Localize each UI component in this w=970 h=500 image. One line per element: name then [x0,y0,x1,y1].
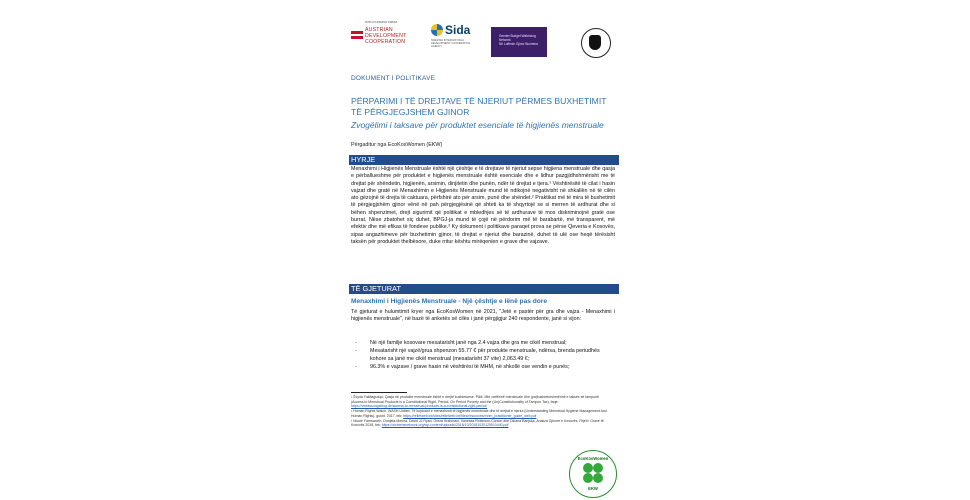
document-type-label: DOKUMENT I POLITIKAVE [351,75,436,82]
document-title: PËRPARIMI I TË DREJTAVE TË NJERIUT PËRMES BUXHETIMIT TË PËRGJEGJSHEM GJINOR [351,96,607,117]
footnote-text: ¹ Švyda Fakltagudąs; Qasja në produkte menstruale është e drejtë kushtetuese. Pikë. Mbi varfërinë menstruale dhe (pa)kushtetutshmërinë e taksës së tamponit (Access to Menstrual Products is a Constitutional Right. Period. On Period Poverty and the (Un)Constitutionality of Tampon Tax), faqe: [351,395,599,404]
section-heading-hyrje: HYRJE [349,155,619,165]
list-item: - Në një familje kosovare mesatarisht janë nga 2.4 vajza dhe gra me cikël menstrual; [351,340,615,347]
footnote-link[interactable]: https://reliefweb.int/sites/reliefweb.int/files/resources/mhm_practitioner_guide_web.pdf [403,413,537,418]
list-item: - 96.3% e vajzave / grave hasin në vështirësi të MHM, në shkollë ose vendin e punës; [351,364,615,371]
clover-icon [583,463,603,483]
sida-wordmark: Sida [445,23,471,37]
austria-flag-icon [351,31,363,39]
footnote-text: ² Human Rights Watch, WASH United; Të kuptuarit e menaxhimit të higjienës menstruale dhe të drejtat e njeriut (Understanding Menstrual Hygiene Management And Human Rights), gusht, 2017, tek: [351,409,607,418]
prepared-by: Përgaditur nga EcoKosWomen (EKW) [351,142,443,148]
section-heading-te-gjeturat: TË GJETURAT [349,284,619,294]
footnote-link[interactable]: https://womensnetwork.org/wp-content/uploads/2018/10/20181030125510440.pdf [381,423,509,428]
raised-fist-icon [589,35,601,50]
findings-paragraph: Të gjeturat e hulumtimit kryer nga EcoKosWomen në 2021, "Jetë e pastër për gra dhe vajza - Menaxhimi i higjienës menstruale", në bazë të anketës së cilës i janë përgjigjur 240 respondente, janë si vijon: [351,309,615,323]
footnote-divider [351,392,407,393]
gbwn-text: Gender Budget Watchdog Network Në Luftimin Gjinor Buxhetor [499,34,539,46]
findings-subheading: Menaxhimi i Higjienës Menstruale - Një çështje e lënë pas dore [351,298,548,305]
list-item: - Mesatarisht një vajzë/grua shpenzon 55.77 € për produkte menstruale, ndërsa, brenda periudhës kohore sa janë me cikël menstrual (mesatarisht 37 vite) 2,063.49 €; [351,348,615,363]
sida-mark-icon [431,24,443,36]
footnotes [351,395,607,428]
ada-funding-label: WITH FUNDING FROM [365,20,397,24]
fist-logo [581,28,611,58]
ada-name: AUSTRIAN DEVELOPMENT COOPERATION [365,27,407,45]
introduction-paragraph: Menaxhimi i Higjienës Menstruale është një çështje e të drejtave të njeriut sepse higjiena menstruale dhe qasja e përballueshme për produktet e higjienës menstruale është esenciale dhe e lidhur pazgjidhshmërisht me të drejtat për shëndetin, higjienën, arsimin, dinjitetin dhe punën, ndër të drejtat e tjera.¹ Vështirësitë të cilat i hasin vajzat dhe gratë në Menaxhimin e Higjienës Menstruale mund të ndikojnë negativisht në shkallën në të cilën ato gëzojnë të drejta të caktuara, përfshirë ato për arsim, punë dhe shëndet.² Praktikat më të mira të buxhetimit të përgjegjshëm gjinor vënë në pah përgjegjësinë që shteti ka të shqyrtojë se si merren të ardhurat dhe si bëhen shpenzimet, drejt sigurimit që politikat e mbledhjes së të ardhurave të mos diskriminojnë gratë ose burrat. Nëse zbatohet siç duhet, BPGJ-ja mund të çojë në përdorim më të barabartë, më transparent, më efektiv dhe më efikas të fondeve publike.³ Ky dokument i politikave paraqet prova se përse Qeveria e Kosovës, sipas angazhimeve për buxhetimin gjinor, të drejtat e njeriut dhe barazinë, duhet të ulë ose heqë tërësisht taksën për produktet thelbësore, duke rritur kështu mirëqenien e grave dhe vajzave. [351,166,615,245]
document-page [343,0,623,500]
footnote-link[interactable]: https://verfassungsblog.de/access-to-menstrual-products-is-a-constitutional-right-period/ [351,404,488,409]
footnote-3 [351,419,607,428]
ecokoswomen-logo [569,450,617,498]
footnote-2 [351,409,607,418]
document-subtitle: Zvogëlimi i taksave për produktet esenciale të higjienës menstruale [351,120,604,130]
ekw-logo-top-text: EcoKosWomen [577,456,609,461]
sida-subtitle: SWEDISH INTERNATIONAL DEVELOPMENT COOPERATION AGENCY [431,39,471,48]
footnote-1 [351,395,607,409]
footnote-text: ³ Nicole Farnsworth, Donjeta Morina, David JJ Ryan, Greza Krahmani, Vanessa Robinson-Conlon dhe Diriana Banjska, Analiza Gjinore e Kosovës, Rrjeti i Grave të Kosovës 2018, tek: [351,418,604,428]
austrian-development-cooperation-logo [351,20,419,45]
findings-list [351,340,615,371]
gender-budget-watchdog-network-logo [491,27,547,57]
ekw-logo-bottom-text: EKW [588,486,598,491]
